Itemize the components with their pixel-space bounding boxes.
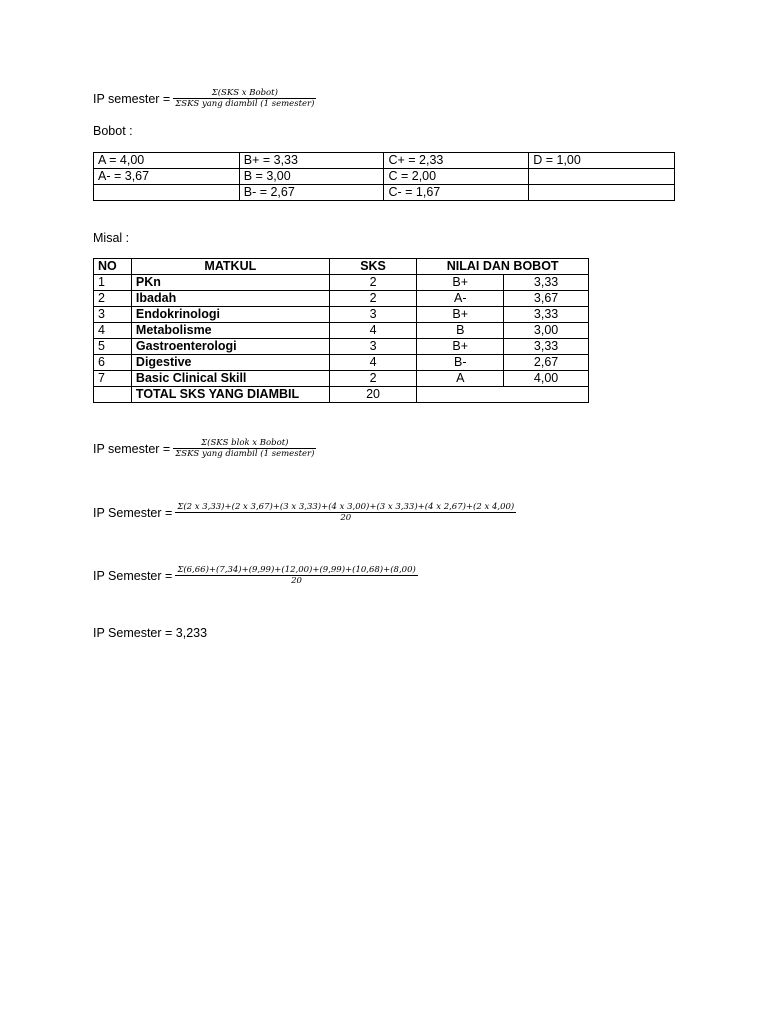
row-no: 4 bbox=[94, 323, 132, 339]
total-row bbox=[94, 387, 589, 403]
formula-3-label: IP Semester = bbox=[93, 505, 173, 520]
row-bobot: 3,00 bbox=[504, 323, 589, 339]
table-row bbox=[94, 355, 589, 371]
formula-3-fraction bbox=[175, 502, 516, 523]
row-matkul: Ibadah bbox=[131, 291, 329, 307]
bobot-heading: Bobot : bbox=[93, 124, 133, 138]
row-nilai: B+ bbox=[417, 339, 504, 355]
row-nilai: A- bbox=[417, 291, 504, 307]
bobot-cell: C = 2,00 bbox=[384, 169, 529, 185]
row-no: 1 bbox=[94, 275, 132, 291]
table-row bbox=[94, 307, 589, 323]
row-nilai: B- bbox=[417, 355, 504, 371]
bobot-cell: A = 4,00 bbox=[94, 153, 240, 169]
formula-4-numerator: Σ(6,66)+(7,34)+(9,99)+(12,00)+(9,99)+(10,68)+(8,00) bbox=[177, 565, 416, 575]
bobot-cell: B = 3,00 bbox=[239, 169, 384, 185]
bobot-cell: C+ = 2,33 bbox=[384, 153, 529, 169]
bobot-table bbox=[93, 152, 675, 201]
row-matkul: Basic Clinical Skill bbox=[131, 371, 329, 387]
row-bobot: 3,67 bbox=[504, 291, 589, 307]
bobot-cell: B+ = 3,33 bbox=[239, 153, 384, 169]
formula-1-fraction bbox=[173, 88, 316, 109]
bobot-cell bbox=[529, 185, 675, 201]
bobot-cell: A- = 3,67 bbox=[94, 169, 240, 185]
row-nilai: B+ bbox=[417, 307, 504, 323]
row-matkul: Digestive bbox=[131, 355, 329, 371]
row-bobot: 3,33 bbox=[504, 339, 589, 355]
bobot-cell bbox=[94, 185, 240, 201]
formula-1-numerator: Σ(SKS x Bobot) bbox=[211, 88, 278, 98]
row-no: 6 bbox=[94, 355, 132, 371]
row-no: 7 bbox=[94, 371, 132, 387]
formula-3-denominator: 20 bbox=[340, 513, 352, 523]
bobot-row bbox=[94, 153, 675, 169]
row-nilai: A bbox=[417, 371, 504, 387]
row-sks: 2 bbox=[329, 371, 417, 387]
matkul-table-body bbox=[94, 275, 589, 387]
formula-1-label: IP semester = bbox=[93, 91, 171, 106]
row-nilai: B bbox=[417, 323, 504, 339]
bobot-cell: D = 1,00 bbox=[529, 153, 675, 169]
row-no: 2 bbox=[94, 291, 132, 307]
formula-3-numerator: Σ(2 x 3,33)+(2 x 3,67)+(3 x 3,33)+(4 x 3,00)+(3 x 3,33)+(4 x 2,67)+(2 x 4,00) bbox=[177, 502, 515, 512]
formula-1-denominator: ΣSKS yang diambil (1 semester) bbox=[175, 99, 315, 109]
header-sks: SKS bbox=[329, 259, 417, 275]
table-row bbox=[94, 323, 589, 339]
total-empty-cell bbox=[94, 387, 132, 403]
row-sks: 2 bbox=[329, 291, 417, 307]
row-matkul: PKn bbox=[131, 275, 329, 291]
bobot-cell: B- = 2,67 bbox=[239, 185, 384, 201]
row-matkul: Endokrinologi bbox=[131, 307, 329, 323]
table-row bbox=[94, 371, 589, 387]
bobot-cell bbox=[529, 169, 675, 185]
row-matkul: Metabolisme bbox=[131, 323, 329, 339]
table-row bbox=[94, 275, 589, 291]
bobot-cell: C- = 1,67 bbox=[384, 185, 529, 201]
result-text: IP Semester = 3,233 bbox=[93, 626, 208, 640]
matkul-header-row bbox=[94, 259, 589, 275]
formula-ip-semester-1 bbox=[93, 88, 316, 109]
formula-ip-semester-3 bbox=[93, 502, 516, 523]
bobot-table-body bbox=[94, 153, 675, 201]
row-no: 5 bbox=[94, 339, 132, 355]
row-sks: 4 bbox=[329, 323, 417, 339]
formula-2-label: IP semester = bbox=[93, 441, 171, 456]
total-sks: 20 bbox=[329, 387, 417, 403]
bobot-row bbox=[94, 185, 675, 201]
formula-2-numerator: Σ(SKS blok x Bobot) bbox=[201, 438, 289, 448]
row-sks: 3 bbox=[329, 339, 417, 355]
table-row bbox=[94, 291, 589, 307]
formula-2-fraction bbox=[173, 438, 316, 459]
formula-2-denominator: ΣSKS yang diambil (1 semester) bbox=[175, 449, 315, 459]
formula-ip-semester-4 bbox=[93, 565, 418, 586]
formula-4-fraction bbox=[175, 565, 417, 586]
row-bobot: 3,33 bbox=[504, 275, 589, 291]
table-row bbox=[94, 339, 589, 355]
row-sks: 4 bbox=[329, 355, 417, 371]
matkul-table bbox=[93, 258, 589, 403]
row-bobot: 4,00 bbox=[504, 371, 589, 387]
row-sks: 2 bbox=[329, 275, 417, 291]
header-matkul: MATKUL bbox=[131, 259, 329, 275]
row-sks: 3 bbox=[329, 307, 417, 323]
header-nilai-dan-bobot: NILAI DAN BOBOT bbox=[417, 259, 589, 275]
row-bobot: 3,33 bbox=[504, 307, 589, 323]
total-empty-cell bbox=[417, 387, 589, 403]
formula-4-denominator: 20 bbox=[291, 576, 302, 586]
row-nilai: B+ bbox=[417, 275, 504, 291]
formula-4-label: IP Semester = bbox=[93, 568, 173, 583]
row-matkul: Gastroenterologi bbox=[131, 339, 329, 355]
bobot-row bbox=[94, 169, 675, 185]
formula-ip-semester-2 bbox=[93, 438, 316, 459]
row-no: 3 bbox=[94, 307, 132, 323]
header-no: NO bbox=[94, 259, 132, 275]
total-label: TOTAL SKS YANG DIAMBIL bbox=[131, 387, 329, 403]
misal-heading: Misal : bbox=[93, 231, 130, 245]
row-bobot: 2,67 bbox=[504, 355, 589, 371]
